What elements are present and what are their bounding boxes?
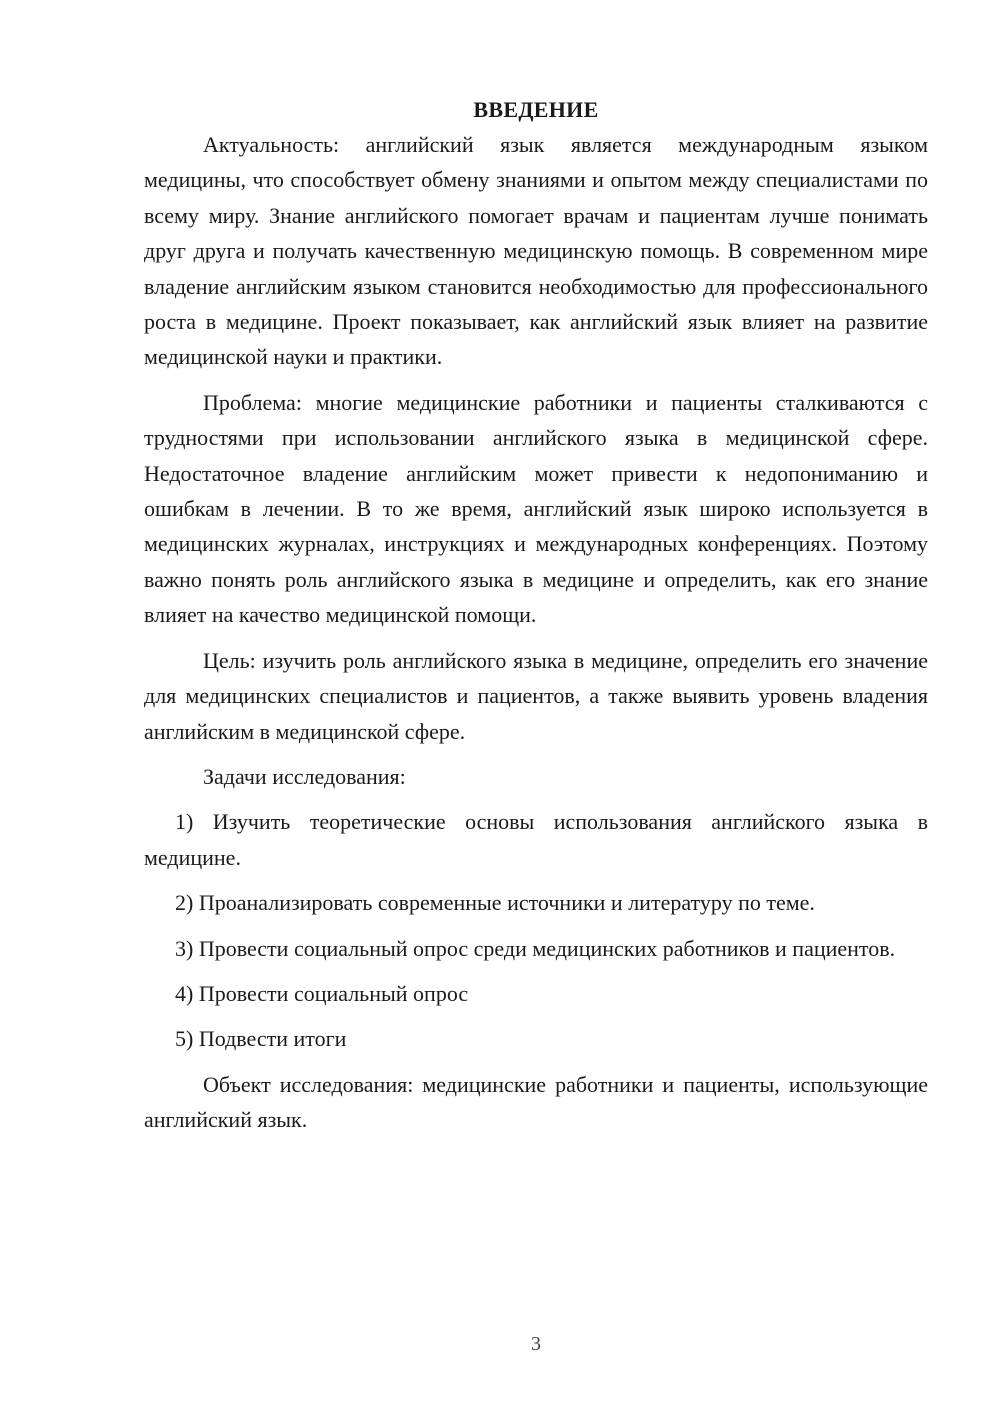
paragraph-problem: Проблема: многие медицинские работники и пациенты сталкиваются с трудностями при использовании английского языка в медицинской сфере. Недостаточное владение английским может привести к недопониманию и ошибкам в лечении. В то же время, английский язык широко используется в медицинских журналах, инструкциях и международных конференциях. Поэтому важно понять роль английского языка в медицине и определить, как его знание влияет на качество медицинской помощи. xyxy=(144,389,928,628)
page-number: 3 xyxy=(531,1333,541,1355)
task-item-1: 1) Изучить теоретические основы использования английского языка в медицине. xyxy=(144,809,928,870)
document-page xyxy=(144,92,928,1148)
task-item-2: 2) Проанализировать современные источники и литературу по теме. xyxy=(175,890,815,916)
paragraph-goal: Цель: изучить роль английского языка в медицине, определить его значение для медицинских специалистов и пациентов, а также выявить уровень владения английским в медицинской сфере. xyxy=(144,647,928,744)
paragraph-relevance: Актуальность: английский язык является международным языком медицины, что способствует обмену знаниями и опытом между специалистами по всему миру. Знание английского помогает врачам и пациентам лучше понимать друг друга и получать качественную медицинскую помощь. В современном мире владение английским языком становится необходимостью для профессионального роста в медицине. Проект показывает, как английский язык влияет на развитие медицинской науки и практики. xyxy=(144,132,928,370)
task-item-3: 3) Провести социальный опрос среди медицинских работников и пациентов. xyxy=(175,935,896,961)
paragraph-object: Объект исследования: медицинские работники и пациенты, использующие английский язык. xyxy=(144,1071,928,1133)
task-item-4: 4) Провести социальный опрос xyxy=(175,980,469,1006)
paragraph-tasks-heading: Задачи исследования: xyxy=(203,763,406,789)
section-heading: ВВЕДЕНИЕ xyxy=(473,97,599,122)
task-item-5: 5) Подвести итоги xyxy=(175,1026,347,1052)
